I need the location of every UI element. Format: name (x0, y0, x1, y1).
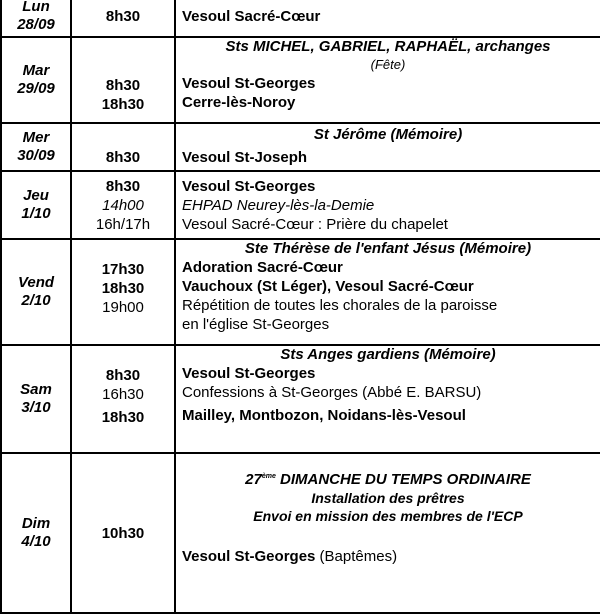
day-name: Vend (17, 274, 55, 291)
event-main: Vesoul St-Georges (182, 548, 316, 565)
day-name: Lun (22, 0, 50, 15)
day-row-sam (1, 345, 600, 453)
events-cell (175, 453, 600, 613)
hours-cell (71, 239, 175, 345)
hours-cell (71, 0, 175, 37)
celebration-superscript: ème (261, 473, 276, 480)
day-row-lun (1, 0, 600, 37)
day-date: 28/09 (17, 16, 55, 33)
events-cell (175, 0, 600, 37)
hour: 18h30 (101, 96, 145, 113)
hour: 18h30 (101, 280, 145, 297)
hour: 18h30 (101, 409, 145, 426)
event: Vauchoux (St Léger), Vesoul Sacré-Cœur (182, 278, 474, 295)
hour: 14h00 (102, 196, 144, 214)
event: Répétition de toutes les chorales de la paroisse (182, 297, 498, 314)
events-cell (175, 123, 600, 171)
day-date: 30/09 (17, 147, 55, 164)
day-cell (1, 171, 71, 239)
day-row-mar (1, 37, 600, 123)
events-cell (175, 37, 600, 123)
hour: 19h00 (102, 299, 144, 316)
hour: 8h30 (105, 177, 141, 195)
hours-cell (71, 37, 175, 123)
event: Adoration Sacré-Cœur (182, 259, 343, 276)
event: Vesoul Sacré-Cœur (182, 7, 321, 25)
hour: 10h30 (101, 524, 145, 542)
events-cell (175, 239, 600, 345)
hour: 8h30 (105, 149, 141, 166)
events-cell (175, 171, 600, 239)
celebration-note: (Fête) (370, 57, 406, 72)
hour: 17h30 (101, 261, 145, 278)
event: en l'église St-Georges (182, 316, 330, 333)
day-row-mer (1, 123, 600, 171)
event: Mailley, Montbozon, Noidans-lès-Vesoul (182, 407, 466, 424)
day-date: 2/10 (21, 292, 51, 309)
day-cell (1, 0, 71, 37)
event: EHPAD Neurey-lès-la-Demie (182, 196, 375, 214)
subtitle-line: Envoi en mission des membres de l'ECP (253, 508, 523, 524)
events-cell (175, 345, 600, 453)
day-name: Mar (22, 62, 50, 79)
hour: 16h/17h (95, 215, 151, 233)
subtitle-line: Installation des prêtres (311, 490, 465, 506)
day-name: Dim (21, 515, 51, 532)
day-date: 1/10 (21, 205, 51, 222)
celebration-title: Sts MICHEL, GABRIEL, RAPHAËL, archanges (225, 38, 551, 55)
hours-cell (71, 345, 175, 453)
day-date: 3/10 (21, 399, 51, 416)
hour: 8h30 (105, 7, 141, 25)
celebration-title: St Jérôme (Mémoire) (313, 126, 463, 143)
day-cell (1, 453, 71, 613)
hour: 16h30 (102, 386, 144, 403)
celebration-title: Sts Anges gardiens (Mémoire) (280, 346, 496, 363)
event: Vesoul St-Georges (182, 365, 316, 382)
day-name: Jeu (23, 187, 49, 204)
celebration-name: DIMANCHE DU TEMPS ORDINAIRE (280, 471, 531, 488)
hours-cell (71, 171, 175, 239)
day-cell (1, 123, 71, 171)
celebration-title (176, 468, 600, 489)
event: Vesoul Sacré-Cœur : Prière du chapelet (182, 215, 448, 233)
celebration-number: 27 (245, 471, 262, 488)
day-cell (1, 37, 71, 123)
day-row-dim (1, 453, 600, 613)
event: Cerre-lès-Noroy (182, 94, 296, 111)
celebration-title: Ste Thérèse de l'enfant Jésus (Mémoire) (244, 240, 532, 257)
hours-cell (71, 453, 175, 613)
day-cell (1, 239, 71, 345)
day-row-jeu (1, 171, 600, 239)
event-note: (Baptêmes) (319, 548, 398, 565)
day-date: 29/09 (17, 80, 55, 97)
hours-cell (71, 123, 175, 171)
event: Vesoul St-Georges (182, 75, 316, 92)
day-date: 4/10 (21, 533, 51, 550)
day-row-vend (1, 239, 600, 345)
day-cell (1, 345, 71, 453)
event: Vesoul St-Georges (182, 177, 316, 195)
day-name: Sam (20, 381, 52, 398)
event: Confessions à St-Georges (Abbé E. BARSU) (182, 384, 482, 401)
event (176, 547, 600, 566)
hour: 8h30 (105, 367, 141, 384)
hour: 8h30 (105, 77, 141, 94)
event: Vesoul St-Joseph (182, 149, 308, 166)
day-name: Mer (22, 129, 50, 146)
